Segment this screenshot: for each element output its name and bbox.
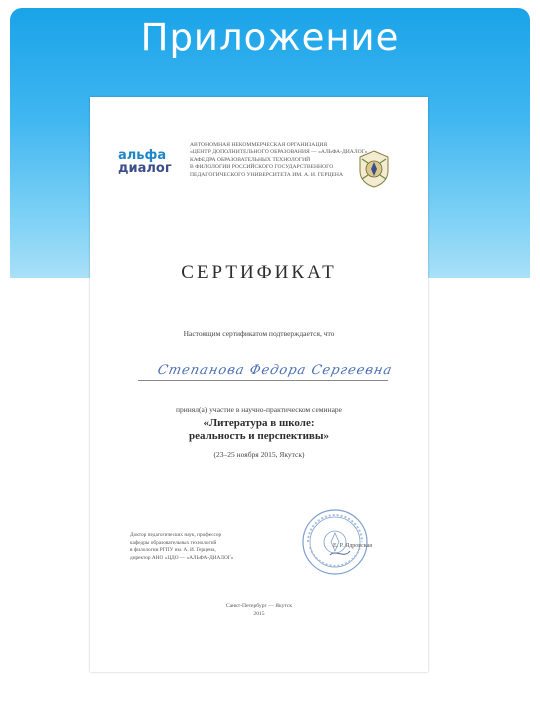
recipient-name: Степанова Федора Сергеевна: [156, 363, 394, 378]
signer-line: в филологии РГПУ им. А. И. Герцена,: [130, 547, 216, 553]
city-text: Санкт-Петербург — Якутск: [225, 603, 293, 609]
slide-title: Приложение: [140, 16, 400, 59]
signer-line: директор АНО «ЦДО — «АЛЬФА-ДИАЛОГ»: [130, 554, 234, 561]
certificate-document: [90, 97, 428, 672]
logo-line-1: альфа: [118, 148, 167, 163]
university-emblem-icon: [356, 149, 392, 189]
logo-line-2: диалог: [118, 161, 172, 176]
alfa-dialog-logo: [118, 149, 172, 175]
organization-header: [190, 142, 380, 179]
participation-text: принял(а) участие в научно-практическом семинаре: [176, 405, 342, 414]
organization-line: АВТОНОМНАЯ НЕКОММЕРЧЕСКАЯ ОРГАНИЗАЦИЯ: [190, 142, 328, 148]
seminar-title: [90, 417, 428, 443]
certificate-title: СЕРТИФИКАТ: [181, 262, 337, 283]
seminar-title-line: реальность и перспективы»: [189, 430, 329, 442]
seminar-title-line: «Литература в школе:: [203, 417, 315, 429]
signer-line: Доктор педагогических наук, профессор: [130, 532, 222, 538]
city-and-year: [90, 602, 428, 618]
official-stamp-icon: [300, 507, 373, 577]
confirm-text: Настоящим сертификатом подтверждается, что: [183, 329, 335, 338]
name-underline: [138, 380, 388, 381]
organization-line: В ФИЛОЛОГИИ РОССИЙСКОГО ГОСУДАРСТВЕННОГО: [190, 164, 334, 171]
signer-credentials: [130, 532, 270, 562]
organization-line: «ЦЕНТР ДОПОЛНИТЕЛЬНОГО ОБРАЗОВАНИЯ — «АЛЬФА-ДИАЛОГ»: [190, 149, 368, 156]
signer-line: кафедры образовательных технологий: [130, 539, 217, 546]
year-text: 2015: [253, 611, 265, 617]
signer-name: Е. Р. Ядровская: [333, 543, 373, 549]
seminar-dates: (23–25 ноября 2015, Якутск): [213, 450, 305, 459]
organization-line: ПЕДАГОГИЧЕСКОГО УНИВЕРСИТЕТА ИМ. А. И. ГЕРЦЕНА: [190, 171, 343, 178]
organization-line: КАФЕДРА ОБРАЗОВАТЕЛЬНЫХ ТЕХНОЛОГИЙ: [190, 156, 311, 163]
